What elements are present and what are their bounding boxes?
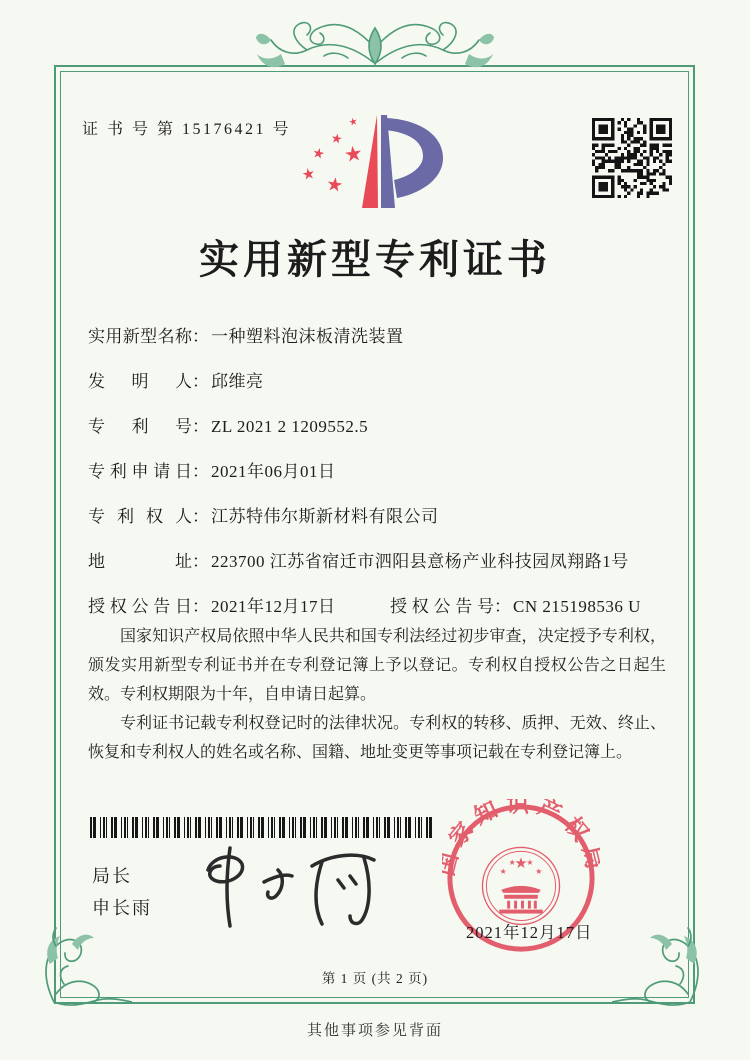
field-label: 地 址 <box>88 552 192 571</box>
field-value: ZL 2021 2 1209552.5 <box>211 417 369 436</box>
field-colon: ： <box>192 327 209 346</box>
emblem-big-star: ★ <box>514 855 528 873</box>
star-icon: ★ <box>342 140 365 168</box>
emblem-small-star: ★ <box>535 867 543 877</box>
star-icon: ★ <box>329 130 344 147</box>
field-label: 发 明 人 <box>88 372 192 391</box>
field-colon: ： <box>192 417 209 436</box>
field-row-patentee <box>88 502 439 527</box>
field-colon: ： <box>192 552 209 571</box>
field-row-grant <box>88 592 688 617</box>
emblem-base <box>499 910 542 914</box>
emblem-roof <box>501 886 541 893</box>
top-scroll-ornament <box>252 0 498 82</box>
field-value: 一种塑料泡沫板清洗装置 <box>211 327 404 346</box>
field-value: 223700 江苏省宿迁市泗阳县意杨产业科技园凤翔路1号 <box>211 552 629 571</box>
star-icon: ★ <box>324 173 345 198</box>
field-row-inventor <box>88 367 264 392</box>
qr-code <box>592 118 672 198</box>
cnipa-logo <box>300 110 452 216</box>
field-label: 授 权 公 告 日 <box>88 597 192 616</box>
star-icon: ★ <box>310 145 327 164</box>
director-name: 申长雨 <box>92 898 152 918</box>
legal-text <box>88 622 666 767</box>
barcode <box>90 817 432 838</box>
seal-date: 2021年12月17日 <box>466 923 593 942</box>
field-colon: ： <box>192 507 209 526</box>
field-value: 江苏特伟尔斯新材料有限公司 <box>211 507 439 526</box>
emblem-beam <box>504 895 538 899</box>
field-label: 专 利 号 <box>88 417 192 436</box>
field-value: 2021年06月01日 <box>211 462 336 481</box>
field-row-name <box>88 322 404 347</box>
seal-text: 家知识产权 <box>444 799 598 852</box>
field-value: 邱维亮 <box>211 372 264 391</box>
field-label: 专 利 申 请 日 <box>88 462 192 481</box>
emblem-small-star: ★ <box>499 867 507 877</box>
footer-note: 其他事项参见背面 <box>306 1023 443 1039</box>
grant-no-value: CN 215198536 U <box>513 597 641 616</box>
field-colon: ： <box>192 597 209 616</box>
director-title: 局长 <box>92 866 132 886</box>
emblem-small-star: ★ <box>526 858 534 868</box>
field-row-patent-no <box>88 412 368 437</box>
legal-paragraph-2: 专利证书记载专利权登记时的法律状况。专利权的转移、质押、无效、终止、恢复和专利权人的姓名或名称、国籍、地址变更等事项记载在专利登记簿上。 <box>88 715 666 761</box>
grant-date-value: 2021年12月17日 <box>211 597 336 616</box>
grant-no-pair <box>390 592 641 617</box>
certificate-title: 实用新型专利证书 <box>199 237 551 282</box>
star-icon: ★ <box>300 165 317 185</box>
field-row-address <box>88 547 629 572</box>
field-colon: ： <box>494 597 511 616</box>
director-signature <box>192 836 402 936</box>
field-label: 专 利 权 人 <box>88 507 192 526</box>
page-info: 第 1 页 (共 2 页) <box>321 971 429 986</box>
field-colon: ： <box>192 372 209 391</box>
star-icon: ★ <box>347 116 360 129</box>
field-label: 实 用 新 型 名 称 <box>88 327 192 346</box>
field-label: 授 权 公 告 号 <box>390 597 494 616</box>
field-row-filing-date <box>88 457 336 482</box>
field-colon: ： <box>192 462 209 481</box>
certificate-number: 证 书 号 第 15176421 号 <box>82 121 292 138</box>
legal-paragraph-1: 国家知识产权局依照中华人民共和国专利法经过初步审查，决定授予专利权，颁发实用新型专利证书并在专利登记簿上予以登记。专利权自授权公告之日起生效。专利权期限为十年，自申请日起算。 <box>88 628 666 703</box>
emblem-small-star: ★ <box>508 858 516 868</box>
